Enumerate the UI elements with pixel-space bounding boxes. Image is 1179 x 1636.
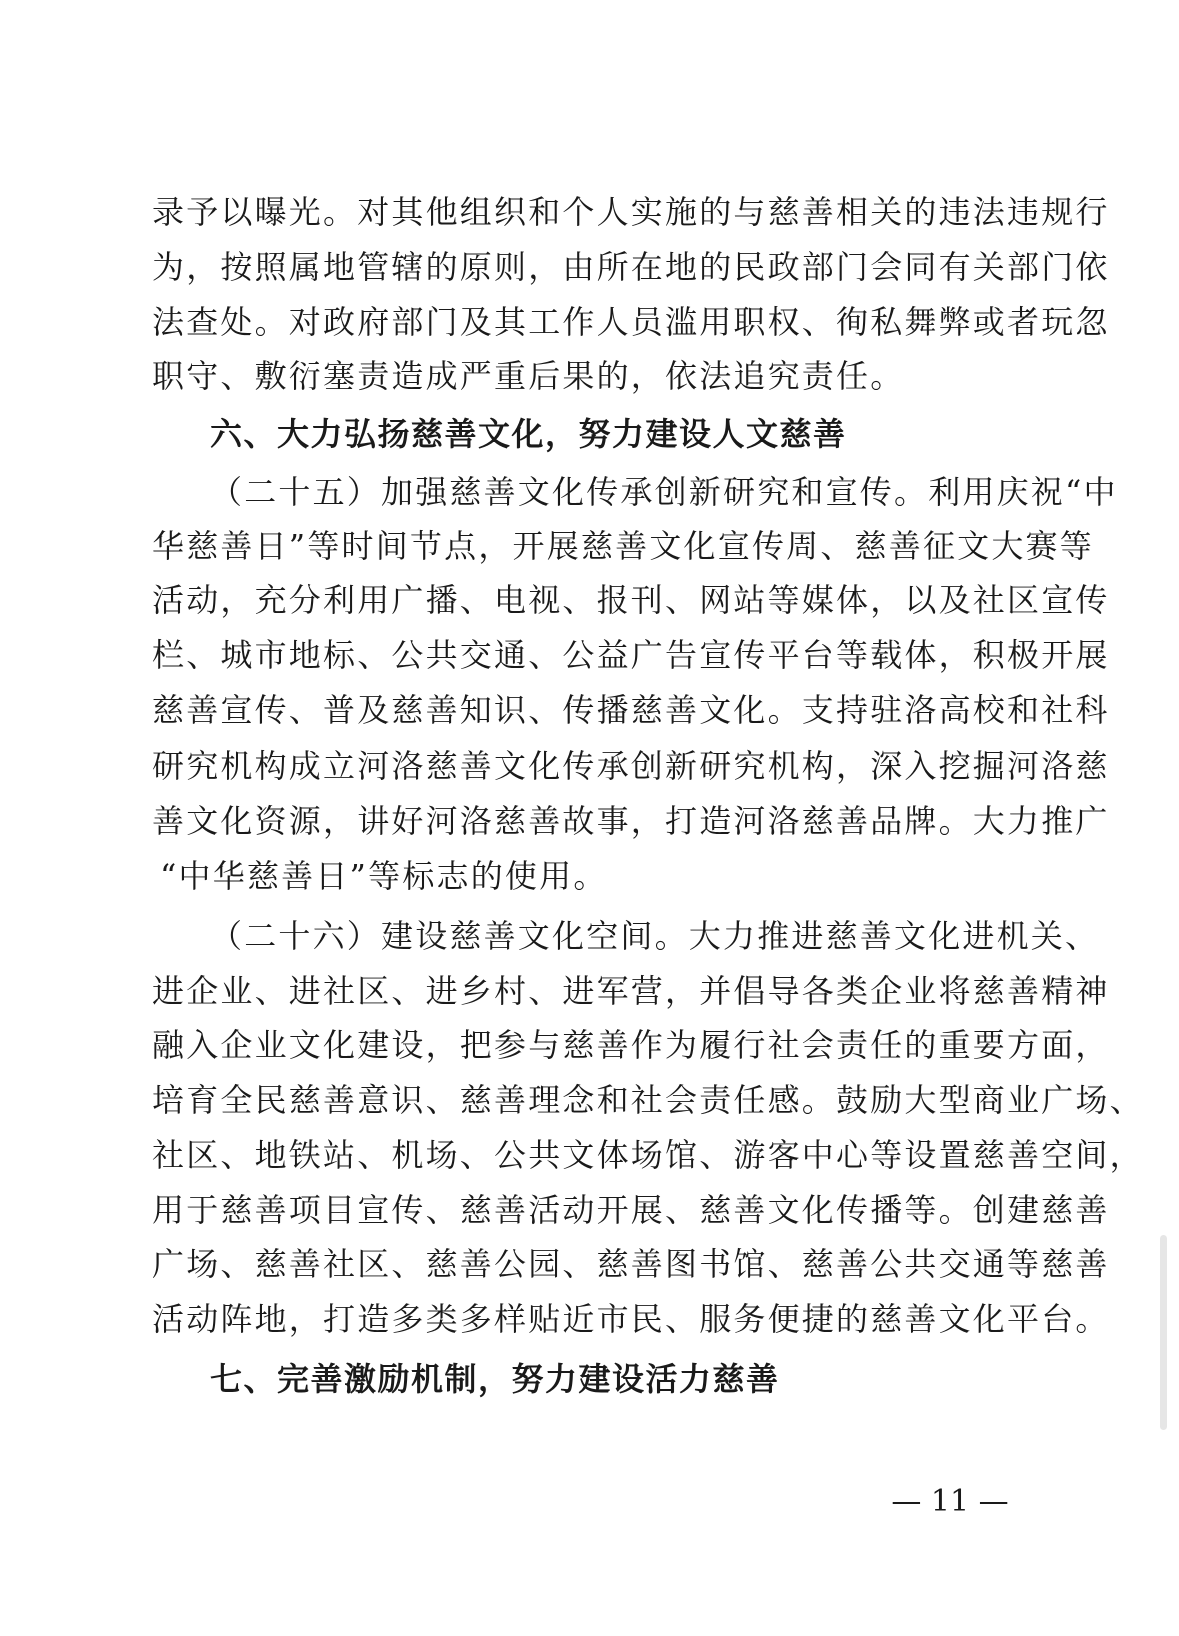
body-text-line: 培育全民慈善意识、慈善理念和社会责任感。鼓励大型商业广场、 — [152, 1081, 1144, 1119]
paragraph-25-start: （二十五）加强慈善文化传承创新研究和宣传。利用庆祝“中 — [210, 473, 1118, 511]
body-text-line: “中华慈善日”等标志的使用。 — [160, 857, 608, 895]
body-text-line: 职守、敷衍塞责造成严重后果的，依法追究责任。 — [152, 357, 905, 395]
body-text-line: 广场、慈善社区、慈善公园、慈善图书馆、慈善公共交通等慈善 — [152, 1245, 1110, 1283]
body-text-line: 进企业、进社区、进乡村、进军营，并倡导各类企业将慈善精神 — [152, 972, 1110, 1010]
body-text-line: 慈善宣传、普及慈善知识、传播慈善文化。支持驻洛高校和社科 — [152, 691, 1110, 729]
body-text-line: 栏、城市地标、公共交通、公益广告宣传平台等载体，积极开展 — [152, 636, 1110, 674]
page-number: — 11 — — [891, 1484, 1009, 1519]
body-text-line: 活动，充分利用广播、电视、报刊、网站等媒体，以及社区宣传 — [152, 581, 1110, 619]
body-text-line: 法查处。对政府部门及其工作人员滥用职权、徇私舞弊或者玩忽 — [152, 303, 1110, 341]
body-text-line: 研究机构成立河洛慈善文化传承创新研究机构，深入挖掘河洛慈 — [152, 747, 1110, 785]
scrollbar-thumb[interactable] — [1160, 1235, 1167, 1430]
body-text-line: 华慈善日”等时间节点，开展慈善文化宣传周、慈善征文大赛等 — [152, 527, 1094, 565]
section-heading-6: 六、大力弘扬慈善文化，努力建设人文慈善 — [210, 415, 847, 453]
body-text-line: 用于慈善项目宣传、慈善活动开展、慈善文化传播等。创建慈善 — [152, 1191, 1110, 1229]
body-text-line: 融入企业文化建设，把参与慈善作为履行社会责任的重要方面， — [152, 1026, 1110, 1064]
body-text-line: 善文化资源，讲好河洛慈善故事，打造河洛慈善品牌。大力推广 — [152, 802, 1110, 840]
body-text-line: 录予以曝光。对其他组织和个人实施的与慈善相关的违法违规行 — [152, 193, 1110, 231]
section-heading-7: 七、完善激励机制，努力建设活力慈善 — [210, 1360, 780, 1398]
body-text-line: 为，按照属地管辖的原则，由所在地的民政部门会同有关部门依 — [152, 248, 1110, 286]
body-text-line: 社区、地铁站、机场、公共文体场馆、游客中心等设置慈善空间， — [152, 1136, 1144, 1174]
body-text-line: 活动阵地，打造多类多样贴近市民、服务便捷的慈善文化平台。 — [152, 1300, 1110, 1338]
paragraph-26-start: （二十六）建设慈善文化空间。大力推进慈善文化进机关、 — [210, 917, 1100, 955]
